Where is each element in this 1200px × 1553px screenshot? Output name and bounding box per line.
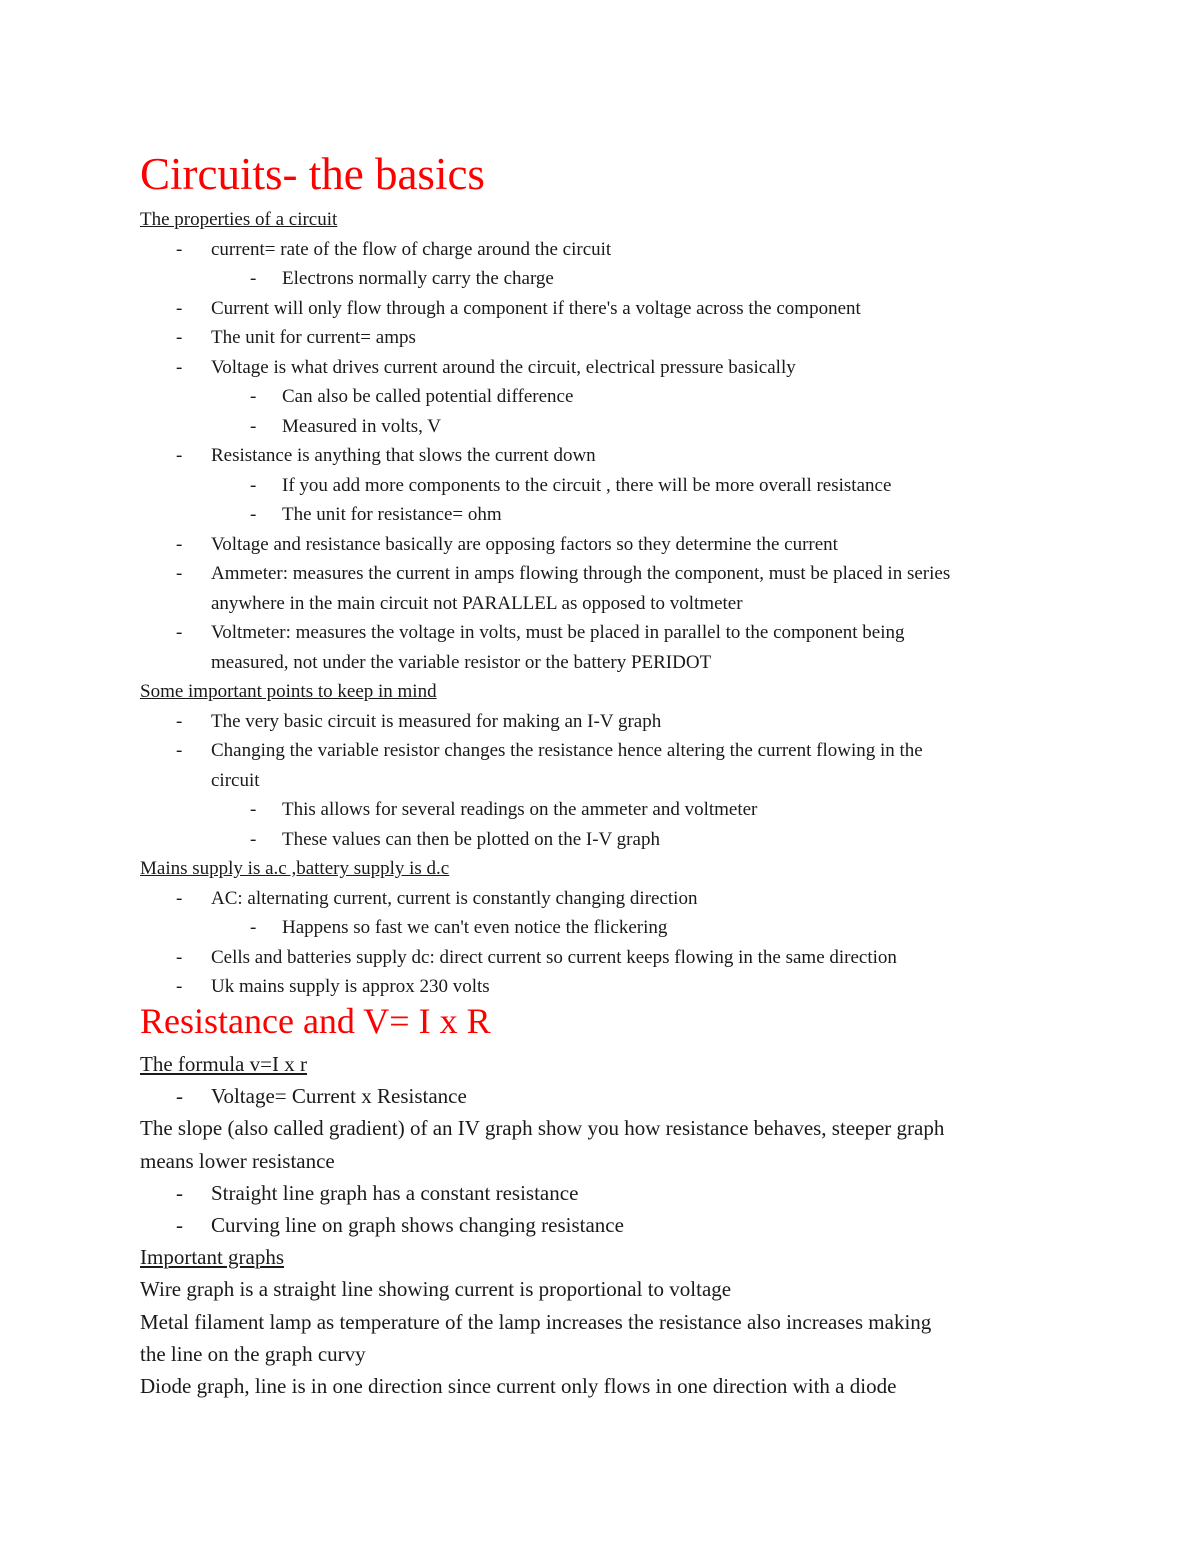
list-item: - AC: alternating current, current is constantly changing direction [0, 884, 1200, 914]
list-item: - Changing the variable resistor changes the resistance hence altering the current flowing in the [0, 736, 1200, 766]
paragraph-line: Diode graph, line is in one direction since current only flows in one direction with a diode [140, 1373, 897, 1398]
list-item: - Measured in volts, V [0, 412, 1200, 442]
bullet-dash: - [176, 710, 183, 732]
paragraph-line: Wire graph is a straight line showing current is proportional to voltage [140, 1277, 732, 1302]
bullet-dash: - [176, 327, 183, 348]
bullet-dash: - [176, 622, 183, 643]
list-item: - Happens so fast we can't even notice the flickering [0, 913, 1200, 943]
subheading-mains-supply: Mains supply is a.c ,battery supply is d.c [140, 858, 450, 879]
bullet-dash: - [176, 297, 183, 319]
subheading-formula: The formula v=I x r [140, 1052, 307, 1076]
list-item: - Straight line graph has a constant resistance [0, 1177, 1200, 1209]
bullet-dash: - [250, 386, 257, 407]
subheading-properties: The properties of a circuit [140, 209, 338, 230]
bullet-dash: - [176, 533, 183, 555]
bullet-dash: - [176, 1084, 183, 1109]
list-item: - Voltage= Current x Resistance [0, 1080, 1200, 1112]
list-item: - Curving line on graph shows changing resistance [0, 1209, 1200, 1241]
list-item: - This allows for several readings on the ammeter and voltmeter [0, 795, 1200, 825]
list-item: - Resistance is anything that slows the current down [0, 441, 1200, 471]
subheading-important-graphs: Important graphs [140, 1245, 285, 1270]
bullet-dash: - [176, 445, 183, 466]
bullet-dash: - [176, 740, 183, 761]
bullet-dash: - [176, 1212, 183, 1237]
subheading-important-points: Some important points to keep in mind [140, 681, 437, 702]
list-item: - The unit for resistance= ohm [0, 500, 1200, 530]
bullet-dash: - [176, 238, 183, 260]
paragraph-line: The slope (also called gradient) of an IV graph show you how resistance behaves, steeper graph [140, 1116, 945, 1141]
list-item: - The unit for current= amps [0, 323, 1200, 353]
bullet-dash: - [250, 917, 257, 938]
list-item: - If you add more components to the circuit , there will be more overall resistance [0, 471, 1200, 501]
list-item: - Uk mains supply is approx 230 volts [0, 972, 1200, 1002]
list-item: - Voltage is what drives current around the circuit, electrical pressure basically [0, 353, 1200, 383]
list-item: - Ammeter: measures the current in amps flowing through the component, must be placed in series [0, 559, 1200, 589]
bullet-dash: - [250, 504, 257, 525]
list-item-continuation: anywhere in the main circuit not PARALLEL as opposed to voltmeter [211, 592, 743, 614]
paragraph-line: the line on the graph curvy [140, 1341, 366, 1366]
bullet-dash: - [176, 887, 183, 909]
section-title-resistance: Resistance and V= I x R [140, 1001, 491, 1041]
list-item-continuation: measured, not under the variable resistor or the battery PERIDOT [211, 651, 712, 673]
section-title-circuits: Circuits- the basics [140, 149, 485, 199]
list-item: - These values can then be plotted on the I-V graph [0, 825, 1200, 855]
bullet-dash: - [250, 799, 257, 820]
list-item: - The very basic circuit is measured for making an I-V graph [0, 707, 1200, 737]
bullet-dash: - [176, 1180, 183, 1205]
list-item: - Cells and batteries supply dc: direct current so current keeps flowing in the same direction [0, 943, 1200, 973]
bullet-dash: - [176, 976, 183, 997]
bullet-dash: - [250, 415, 257, 437]
bullet-dash: - [250, 268, 257, 289]
list-item: - Current will only flow through a component if there's a voltage across the component [0, 294, 1200, 324]
section-resistance-body [0, 1048, 1200, 1402]
bullet-dash: - [250, 474, 257, 496]
bullet-dash: - [250, 828, 257, 850]
paragraph-line: means lower resistance [140, 1148, 335, 1173]
list-item: - current= rate of the flow of charge around the circuit [0, 235, 1200, 265]
list-item-continuation: circuit [211, 769, 260, 791]
section-circuits-body [0, 205, 1200, 1002]
paragraph-line: Metal filament lamp as temperature of the lamp increases the resistance also increases making [140, 1309, 932, 1334]
bullet-dash: - [176, 356, 183, 378]
bullet-dash: - [176, 946, 183, 968]
bullet-dash: - [176, 563, 183, 584]
list-item: - Can also be called potential difference [0, 382, 1200, 412]
list-item: - Voltage and resistance basically are opposing factors so they determine the current [0, 530, 1200, 560]
list-item: - Electrons normally carry the charge [0, 264, 1200, 294]
list-item: - Voltmeter: measures the voltage in volts, must be placed in parallel to the component being [0, 618, 1200, 648]
